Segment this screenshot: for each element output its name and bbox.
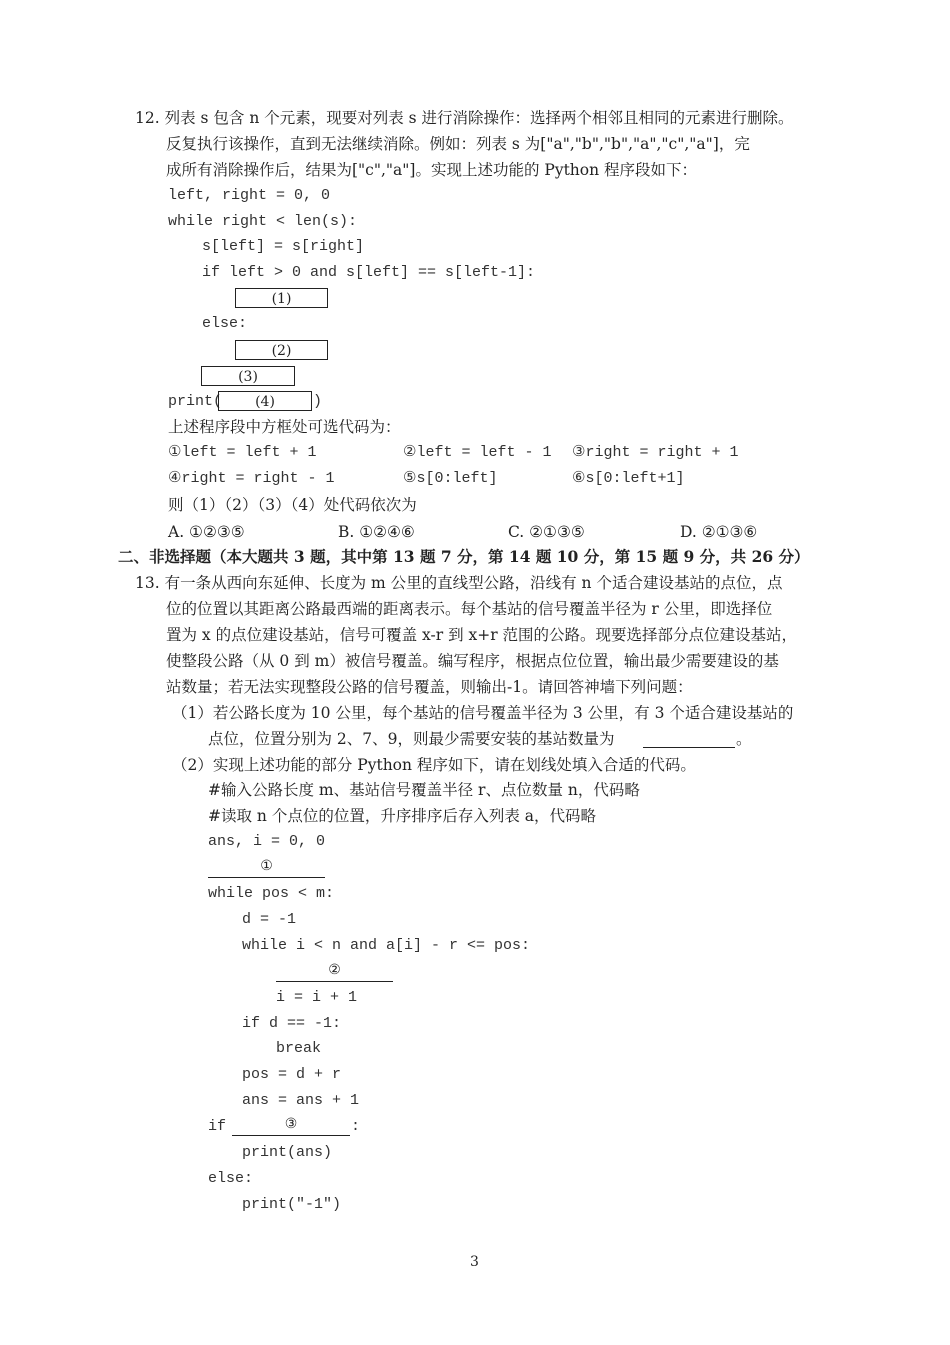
code-line: print("-1") — [242, 1196, 342, 1213]
code-line: ans, i = 0, 0 — [208, 833, 326, 850]
q13-text-line: 13. 有一条从西向东延伸、长度为 m 公里的直线型公路，沿线有 n 个适合建设基站的点位，点 — [135, 574, 783, 592]
code-comment: #输入公路长度 m、基站信号覆盖半径 r、点位数量 n，代码略 — [208, 781, 640, 799]
code-line: while pos < m: — [208, 885, 335, 902]
option: ⑥s[0:left+1] — [572, 470, 685, 487]
code-line: if — [208, 1118, 227, 1135]
option: ③right = right + 1 — [572, 444, 739, 461]
option: ①left = left + 1 — [168, 444, 317, 461]
code-line: pos = d + r — [242, 1066, 342, 1083]
code-line: while i < n and a[i] - r <= pos: — [242, 937, 531, 954]
code-line: ) — [313, 393, 323, 410]
choice-c: C. ②①③⑤ — [508, 523, 585, 541]
q13-text-line: 站数量；若无法实现整段公路的信号覆盖，则输出-1。请回答神墙下列问题： — [166, 678, 693, 696]
answer-box-4: (4) — [218, 391, 312, 411]
answer-blank-sub1[interactable] — [643, 727, 735, 748]
option: ②left = left - 1 — [403, 444, 552, 461]
code-line: i = i + 1 — [276, 989, 358, 1006]
q13-text-line: 置为 x 的点位建设基站，信号可覆盖 x-r 到 x+r 范围的公路。现要选择部分点位建设基站， — [166, 626, 798, 644]
sub-question-2: （2）实现上述功能的部分 Python 程序如下，请在划线处填入合适的代码。 — [172, 756, 696, 774]
page-number: 3 — [470, 1254, 479, 1270]
code-line: ans = ans + 1 — [242, 1092, 360, 1109]
choice-b: B. ①②④⑥ — [338, 523, 415, 541]
code-line: if left > 0 and s[left] == s[left-1]: — [202, 264, 536, 281]
choice-a: A. ①②③⑤ — [168, 523, 245, 541]
option: ④right = right - 1 — [168, 470, 335, 487]
answer-blank-3[interactable]: ③ — [232, 1115, 350, 1136]
q13-text-line: 使整段公路（从 0 到 m）被信号覆盖。编写程序，根据点位位置，输出最少需要建设的基 — [166, 652, 779, 670]
options-intro: 上述程序段中方框处可选代码为： — [168, 418, 401, 436]
answer-blank-2[interactable]: ② — [276, 961, 393, 982]
code-line: : — [351, 1118, 361, 1135]
q12-text-line: 12. 列表 s 包含 n 个元素，现要对列表 s 进行消除操作：选择两个相邻且相同的元素进行删除。 — [135, 109, 794, 127]
q12-question: 则（1）（2）（3）（4）处代码依次为 — [168, 496, 417, 514]
answer-box-1: (1) — [235, 288, 328, 308]
code-line: d = -1 — [242, 911, 297, 928]
code-line: break — [276, 1040, 322, 1057]
punctuation: 。 — [736, 730, 752, 748]
answer-box-3: (3) — [201, 366, 295, 386]
code-line: print( — [168, 393, 223, 410]
q13-text-line: 位的位置以其距离公路最西端的距离表示。每个基站的信号覆盖半径为 r 公里，即选择位 — [166, 600, 773, 618]
code-comment: #读取 n 个点位的位置，升序排序后存入列表 a，代码略 — [208, 807, 596, 825]
answer-blank-1[interactable]: ① — [208, 857, 325, 878]
option: ⑤s[0:left] — [403, 470, 498, 487]
sub-question-1-line: 点位，位置分别为 2、7、9，则最少需要安装的基站数量为 — [208, 730, 615, 748]
q12-text-line: 成所有消除操作后，结果为["c","a"]。实现上述功能的 Python 程序段如下： — [166, 161, 698, 179]
code-line: else: — [202, 315, 248, 332]
code-line: while right < len(s): — [168, 213, 358, 230]
code-line: left, right = 0, 0 — [168, 187, 331, 204]
code-line: s[left] = s[right] — [202, 238, 365, 255]
section-heading: 二、非选择题（本大题共 3 题，其中第 13 题 7 分，第 14 题 10 分，第 15 题 9 分，共 26 分） — [118, 547, 810, 566]
sub-question-1: （1）若公路长度为 10 公里，每个基站的信号覆盖半径为 3 公里，有 3 个适合建设基站的 — [172, 704, 794, 722]
code-line: print(ans) — [242, 1144, 333, 1161]
answer-box-2: (2) — [235, 340, 328, 360]
choice-d: D. ②①③⑥ — [680, 523, 758, 541]
q12-text-line: 反复执行该操作，直到无法继续消除。例如：列表 s 为["a","b","b","a","c","a"]，完 — [166, 135, 750, 153]
code-line: else: — [208, 1170, 254, 1187]
code-line: if d == -1: — [242, 1015, 342, 1032]
